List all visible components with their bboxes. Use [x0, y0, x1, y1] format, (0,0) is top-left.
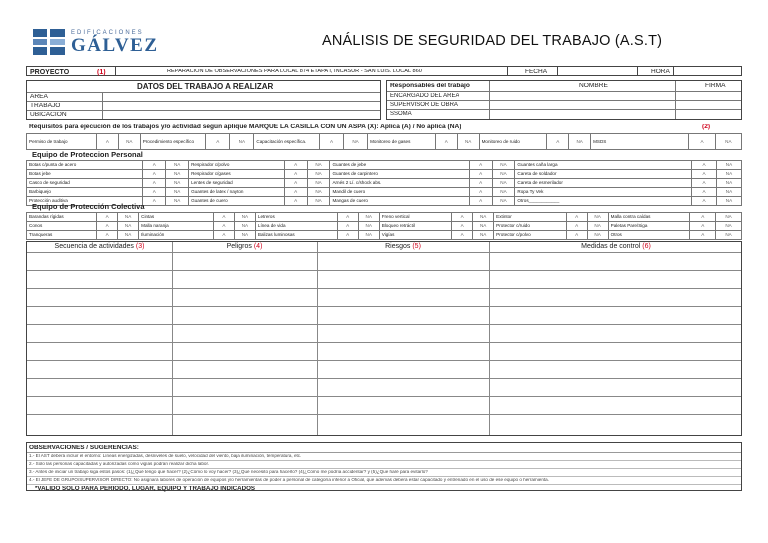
collective-option-na[interactable]: NA	[716, 231, 742, 240]
ppe-item: Protección auditiva	[27, 197, 143, 206]
ppe-table	[26, 160, 742, 206]
collective-option-a[interactable]: A	[690, 213, 716, 222]
collective-item: Protector c/polvo	[494, 231, 566, 240]
ppe-item: Guantes de cuero	[189, 197, 285, 206]
date-label: FECHA	[525, 69, 548, 75]
validity-note: *VALIDO SOLO PARA PERIODO, LUGAR, EQUIPO Y TRABAJO INDICADOS	[35, 485, 256, 492]
activity-row-line	[27, 306, 741, 307]
collective-item: Barandas rígidas	[27, 213, 97, 222]
ppe-option-na[interactable]: NA	[166, 170, 189, 179]
project-marker: (1)	[97, 68, 106, 76]
hazards-header-text: Peligros	[226, 243, 252, 250]
activity-row-line	[27, 270, 741, 271]
ppe-row	[27, 161, 742, 170]
location-label: UBICACIÓN	[30, 111, 67, 118]
collective-option-a[interactable]: A	[566, 222, 587, 231]
collective-option-na[interactable]: NA	[473, 231, 494, 240]
ppe-option-a[interactable]: A	[469, 161, 492, 170]
risks-header-text: Riesgos	[385, 243, 411, 250]
ppe-item: Lentes de seguridad	[189, 179, 285, 188]
collective-option-na[interactable]: NA	[358, 222, 379, 231]
ppe-option-na[interactable]: NA	[717, 188, 742, 197]
ppe-option-na[interactable]: NA	[166, 161, 189, 170]
ppe-option-a[interactable]: A	[143, 197, 166, 206]
collective-item: Bloqueo retráctil	[379, 222, 451, 231]
ppe-option-a[interactable]: A	[284, 188, 307, 197]
collective-option-na[interactable]: NA	[234, 213, 255, 222]
control-measures-header-text: Medidas de control	[581, 243, 641, 250]
company-logo	[32, 24, 166, 60]
ppe-option-a[interactable]: A	[469, 188, 492, 197]
req-option-a[interactable]: A	[96, 134, 118, 150]
risks-header-marker: (5)	[412, 243, 421, 250]
collective-row	[27, 213, 742, 222]
collective-option-a[interactable]: A	[337, 231, 358, 240]
ppe-option-na[interactable]: NA	[307, 170, 330, 179]
req-msds: MSDS	[591, 134, 689, 150]
activity-row-line	[27, 396, 741, 397]
activity-row-line	[27, 324, 741, 325]
ppe-option-a[interactable]: A	[143, 161, 166, 170]
activity-row-line	[27, 378, 741, 379]
ppe-item: Respirador c/polvo	[189, 161, 285, 170]
ppe-row	[27, 170, 742, 179]
collective-option-a[interactable]: A	[452, 213, 473, 222]
collective-item: Letreros	[255, 213, 337, 222]
ppe-option-na[interactable]: NA	[717, 179, 742, 188]
collective-item: Línea de vida	[255, 222, 337, 231]
ppe-option-na[interactable]: NA	[492, 170, 515, 179]
requirements-title: Requisitos para ejecución de los trabajos y/o actividad según aplique MARQUE LA CASILLA CON UN ASPA (X): Aplica (A) / No aplica (NA)	[29, 124, 462, 130]
req-option-a[interactable]: A	[435, 134, 457, 150]
hazards-header	[172, 242, 317, 252]
collective-row	[27, 231, 742, 240]
sequence-header-marker: (3)	[135, 243, 145, 250]
ppe-option-a[interactable]: A	[692, 197, 717, 206]
observations-title: OBSERVACIONES / SUGERENCIAS:	[29, 444, 139, 451]
responsible-title: Responsables del trabajo	[390, 83, 470, 89]
collective-item: Extintor	[494, 213, 566, 222]
collective-item: Malla contra caídas	[608, 213, 690, 222]
control-measures-header	[489, 242, 743, 252]
observations-block	[26, 442, 742, 491]
ppe-option-a[interactable]: A	[469, 197, 492, 206]
ppe-item: Botas c/punta de acero	[27, 161, 143, 170]
ppe-option-na[interactable]: NA	[307, 161, 330, 170]
activity-row-line	[27, 360, 741, 361]
req-option-a[interactable]: A	[547, 134, 569, 150]
req-option-na[interactable]: NA	[230, 134, 254, 150]
req-specific-procedure: Procedimiento específico	[140, 134, 206, 150]
collective-item: Paletas Pare/Siga	[608, 222, 690, 231]
ppe-option-a[interactable]: A	[284, 170, 307, 179]
ppe-row	[27, 179, 742, 188]
sequence-header	[27, 242, 172, 252]
collective-option-na[interactable]: NA	[587, 222, 608, 231]
req-option-a[interactable]: A	[319, 134, 343, 150]
requirements-marker: (2)	[702, 124, 711, 130]
ppe-item: Careta de soldador	[515, 170, 692, 179]
ppe-option-na[interactable]: NA	[492, 161, 515, 170]
ppe-item: Ropa Ty Vek	[515, 188, 692, 197]
ppe-option-na[interactable]: NA	[166, 179, 189, 188]
req-option-na[interactable]: NA	[715, 134, 741, 150]
collective-option-na[interactable]: NA	[587, 213, 608, 222]
collective-option-a[interactable]: A	[337, 213, 358, 222]
collective-option-a[interactable]: A	[213, 222, 234, 231]
req-gas-monitoring: Monitoreo de gases	[368, 134, 436, 150]
collective-option-a[interactable]: A	[566, 231, 587, 240]
collective-option-na[interactable]: NA	[358, 213, 379, 222]
ppe-item: Botas jebe	[27, 170, 143, 179]
ppe-item: Guantes de jebe	[330, 161, 469, 170]
project-value[interactable]: REPARACIÓN DE OBSERVACIONES PARA LOCAL 874 ETAPA I, INCASUR - SAN LUIS. LOCAL 860	[167, 69, 422, 74]
req-option-na[interactable]: NA	[457, 134, 479, 150]
job-data-block	[26, 80, 381, 120]
collective-option-a[interactable]: A	[213, 213, 234, 222]
req-option-a[interactable]: A	[689, 134, 715, 150]
collective-protection-title: Equipo de Protección Colectiva	[32, 203, 145, 211]
collective-item: Conos	[27, 222, 97, 231]
collective-item: Cintas	[139, 213, 214, 222]
collective-item: Balizas luminosas	[255, 231, 337, 240]
ppe-option-na[interactable]: NA	[492, 188, 515, 197]
collective-option-a[interactable]: A	[97, 231, 118, 240]
form-header	[26, 20, 742, 64]
collective-option-a[interactable]: A	[690, 222, 716, 231]
sequence-header-text: Secuencia de actividades	[54, 243, 134, 250]
activity-row-line	[27, 414, 741, 415]
ppe-option-a[interactable]: A	[284, 197, 307, 206]
ppe-item: Mandil de cuero	[330, 188, 469, 197]
name-header: NOMBRE	[579, 83, 608, 89]
ppe-option-a[interactable]: A	[284, 179, 307, 188]
ppe-option-na[interactable]: NA	[307, 197, 330, 206]
req-specific-training: Capacitación específica.	[254, 134, 320, 150]
ppe-row	[27, 188, 742, 197]
collective-option-a[interactable]: A	[452, 222, 473, 231]
activity-row-line	[27, 252, 741, 253]
collective-item: Protector c/ruido	[494, 222, 566, 231]
ppe-option-a[interactable]: A	[143, 179, 166, 188]
req-work-permit: Permiso de trabajo	[27, 134, 97, 150]
logo-name: GÁLVEZ	[71, 34, 159, 56]
collective-protection-table	[26, 212, 742, 240]
collective-item: Malla naranja	[139, 222, 214, 231]
ppe-item: Mangas de cuero	[330, 197, 469, 206]
observation-line-4: 4.- El JEFE DE GRUPO/SUPERVISOR DIRECTO: No asignará labores de operación de equipos y/o herramientas de poder a personal de categoría inferior a Oficial, que además deberá estar capacitado y entrenado en el uso de ese equipo o herramienta.	[29, 478, 549, 482]
ppe-item: Careta de esmerilador	[515, 179, 692, 188]
observation-line-2: 2.- Solo las personas capacitadas y autorizadas como vigías podrán realizar dicha labor.	[29, 462, 210, 466]
ppe-option-na[interactable]: NA	[166, 197, 189, 206]
collective-item: Iluminación	[139, 231, 214, 240]
ppe-option-na[interactable]: NA	[717, 170, 742, 179]
req-option-na[interactable]: NA	[118, 134, 140, 150]
activity-row-line	[27, 342, 741, 343]
ppe-item: Otros____________	[515, 197, 692, 206]
ppe-option-a[interactable]: A	[284, 161, 307, 170]
ppe-option-a[interactable]: A	[692, 161, 717, 170]
project-label: PROYECTO	[30, 68, 70, 76]
req-noise-monitoring: Monitoreo de ruido	[479, 134, 547, 150]
collective-option-na[interactable]: NA	[358, 231, 379, 240]
collective-option-na[interactable]: NA	[118, 231, 139, 240]
control-measures-header-marker: (6)	[642, 243, 651, 250]
req-option-na[interactable]: NA	[569, 134, 591, 150]
ppe-option-a[interactable]: A	[692, 179, 717, 188]
ppe-option-a[interactable]: A	[692, 170, 717, 179]
requirements-title-row	[26, 123, 742, 133]
collective-item: Otros	[608, 231, 690, 240]
collective-option-na[interactable]: NA	[587, 231, 608, 240]
collective-option-a[interactable]: A	[690, 231, 716, 240]
ppe-item: Casco de seguridad	[27, 179, 143, 188]
collective-option-na[interactable]: NA	[234, 231, 255, 240]
risks-header	[317, 242, 489, 252]
observation-line-3: 3.- Antes de iniciar un trabajo siga estos pasos: (1)¿Qué tengo que hacer? (2)¿Cómo lo voy hacer? (3)¿Qué necesito para hacerlo? (4)¿Cómo me podría accidentar? y (5)¿Que haré para evitarlo?	[29, 470, 428, 474]
collective-option-a[interactable]: A	[452, 231, 473, 240]
site-supervisor-label: SUPERVISOR DE OBRA	[390, 101, 458, 108]
document-title: ANÁLISIS DE SEGURIDAD DEL TRABAJO (A.S.T)	[322, 33, 663, 49]
ast-form	[26, 20, 742, 520]
collective-option-a[interactable]: A	[213, 231, 234, 240]
ssoma-label: SSOMA	[390, 110, 412, 117]
collective-option-a[interactable]: A	[337, 222, 358, 231]
collective-option-na[interactable]: NA	[473, 213, 494, 222]
req-option-a[interactable]: A	[206, 134, 230, 150]
signature-header: FIRMA	[705, 83, 726, 89]
ppe-option-a[interactable]: A	[692, 188, 717, 197]
ppe-option-na[interactable]: NA	[166, 188, 189, 197]
ppe-option-a[interactable]: A	[143, 170, 166, 179]
ppe-option-na[interactable]: NA	[492, 197, 515, 206]
ppe-item: Barbiquejo	[27, 188, 143, 197]
hazards-header-marker: (4)	[253, 243, 263, 250]
collective-option-na[interactable]: NA	[118, 222, 139, 231]
collective-row	[27, 222, 742, 231]
ppe-option-a[interactable]: A	[143, 188, 166, 197]
logo-mark-icon	[32, 27, 66, 57]
ppe-option-na[interactable]: NA	[492, 179, 515, 188]
project-bar	[26, 66, 742, 76]
area-label: AREA	[30, 93, 48, 100]
collective-option-a[interactable]: A	[97, 213, 118, 222]
ppe-option-a[interactable]: A	[469, 179, 492, 188]
area-manager-label: ENCARGADO DEL AREA	[390, 92, 460, 99]
ppe-option-na[interactable]: NA	[717, 197, 742, 206]
collective-option-a[interactable]: A	[566, 213, 587, 222]
collective-item: Vigías	[379, 231, 451, 240]
collective-option-a[interactable]: A	[97, 222, 118, 231]
collective-item: Freno vertical	[379, 213, 451, 222]
ppe-item: Guantes caña larga	[515, 161, 692, 170]
ppe-option-na[interactable]: NA	[717, 161, 742, 170]
ppe-item: Guantes de carpintero	[330, 170, 469, 179]
responsible-block	[386, 80, 742, 120]
ppe-option-a[interactable]: A	[469, 170, 492, 179]
time-label: HORA	[651, 69, 670, 75]
req-option-na[interactable]: NA	[344, 134, 368, 150]
collective-option-na[interactable]: NA	[473, 222, 494, 231]
activities-grid	[26, 241, 742, 436]
ppe-title: Equipo de Proteccion Personal	[32, 151, 143, 159]
collective-item: Tranqueras	[27, 231, 97, 240]
ppe-item: Arnés 2 Lí. c/shock abs.	[330, 179, 469, 188]
logo-subtitle: EDIFICACIONES	[71, 29, 144, 36]
job-data-title: DATOS DEL TRABAJO A REALIZAR	[137, 82, 274, 91]
collective-option-na[interactable]: NA	[716, 213, 742, 222]
requirements-table	[26, 133, 742, 150]
activity-row-line	[27, 288, 741, 289]
work-label: TRABAJO	[30, 102, 61, 109]
ppe-option-na[interactable]: NA	[307, 188, 330, 197]
collective-option-na[interactable]: NA	[118, 213, 139, 222]
ppe-option-na[interactable]: NA	[307, 179, 330, 188]
ppe-item: Guantes de latex / nayton	[189, 188, 285, 197]
observation-line-1: 1.- El AST deberá incluir el entorno: Líneas energizadas, desniveles de suelo, velocidad del viento, baja iluminación, temperatura, etc.	[29, 454, 302, 458]
collective-option-na[interactable]: NA	[234, 222, 255, 231]
collective-option-na[interactable]: NA	[716, 222, 742, 231]
ppe-item: Respirador c/gases	[189, 170, 285, 179]
